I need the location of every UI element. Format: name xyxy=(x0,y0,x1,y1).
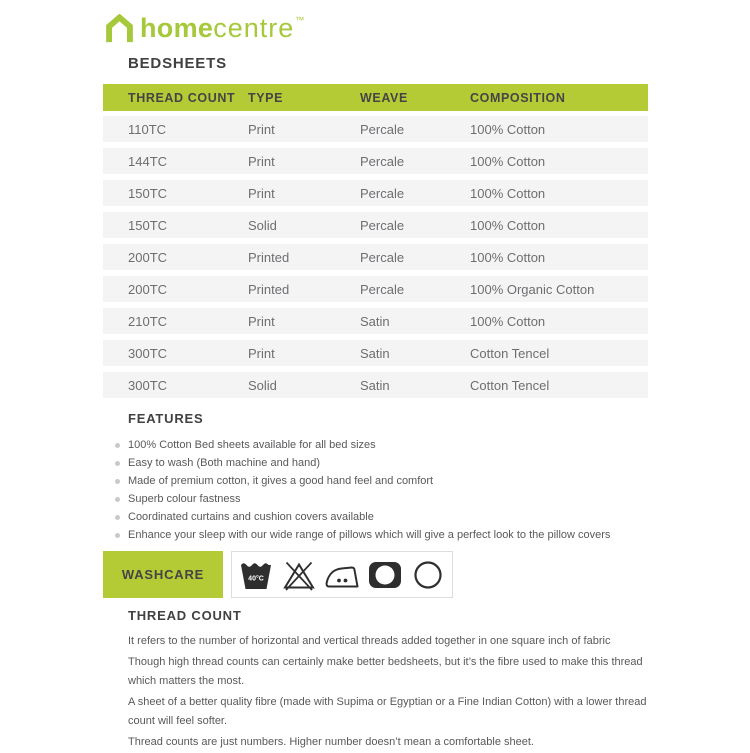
table-cell: 100% Cotton xyxy=(470,185,546,201)
table-cell: 100% Cotton xyxy=(470,121,546,137)
table-cell: 210TC xyxy=(128,313,168,329)
table-row xyxy=(103,148,648,174)
table-row xyxy=(103,180,648,206)
table-cell: 150TC xyxy=(128,185,168,201)
brand-name-light: centre xyxy=(213,13,295,43)
table-row xyxy=(103,276,648,302)
table-cell: Solid xyxy=(248,217,277,233)
bullet-icon xyxy=(115,443,120,448)
brand-name-bold: home xyxy=(140,13,214,43)
table-row xyxy=(103,244,648,270)
feature-item xyxy=(103,526,683,544)
table-cell: 100% Cotton xyxy=(470,217,546,233)
bullet-icon xyxy=(115,515,120,520)
threadcount-section xyxy=(128,608,668,753)
washcare-icons-box xyxy=(231,551,453,598)
table-cell: Satin xyxy=(360,377,390,393)
table-cell: 100% Cotton xyxy=(470,249,546,265)
feature-item xyxy=(103,454,683,472)
bullet-icon xyxy=(115,533,120,538)
threadcount-paragraph: It refers to the number of horizontal and vertical threads added together in one square inch of fabric xyxy=(128,635,611,647)
feature-item xyxy=(103,508,683,526)
table-cell: 100% Cotton xyxy=(470,313,546,329)
table-cell: Percale xyxy=(360,185,405,201)
table-cell: 150TC xyxy=(128,217,168,233)
table-cell: Satin xyxy=(360,313,390,329)
spec-table xyxy=(103,84,648,404)
table-row xyxy=(103,212,648,238)
table-cell: Printed xyxy=(248,249,290,265)
table-cell: 100% Cotton xyxy=(470,153,546,169)
wash-40c-icon xyxy=(238,557,274,593)
table-row xyxy=(103,116,648,142)
feature-text: Coordinated curtains and cushion covers available xyxy=(128,511,374,523)
page-title: BEDSHEETS xyxy=(128,55,227,72)
table-row xyxy=(103,308,648,334)
threadcount-heading: THREAD COUNT xyxy=(128,608,242,623)
features-heading: FEATURES xyxy=(128,411,204,426)
table-cell: 300TC xyxy=(128,377,168,393)
threadcount-paragraph: A sheet of a better quality fibre (made with Supima or Egyptian or a Fine Indian Cotton) with a lower thread count will feel softer. xyxy=(128,695,647,727)
header-cell-composition: COMPOSITION xyxy=(470,90,566,105)
features-list xyxy=(103,436,683,544)
table-cell: Solid xyxy=(248,377,277,393)
feature-text: 100% Cotton Bed sheets available for all bed sizes xyxy=(128,439,376,451)
feature-item xyxy=(103,490,683,508)
table-cell: Percale xyxy=(360,153,405,169)
do-not-bleach-icon xyxy=(281,557,317,593)
bullet-icon xyxy=(115,461,120,466)
feature-text: Enhance your sleep with our wide range of pillows which will give a perfect look to the pillow covers xyxy=(128,529,611,541)
table-cell: 110TC xyxy=(128,121,167,137)
header-cell-weave: WEAVE xyxy=(360,90,408,105)
table-cell: Percale xyxy=(360,281,405,297)
iron-two-dots-icon xyxy=(324,557,360,593)
table-cell: 200TC xyxy=(128,281,168,297)
table-cell: Percale xyxy=(360,249,405,265)
feature-text: Made of premium cotton, it gives a good hand feel and comfort xyxy=(128,475,434,487)
feature-text: Easy to wash (Both machine and hand) xyxy=(128,457,321,469)
feature-item xyxy=(103,472,683,490)
table-cell: Cotton Tencel xyxy=(470,345,550,361)
table-cell: Print xyxy=(248,313,275,329)
table-cell: Print xyxy=(248,121,275,137)
table-header-row xyxy=(103,84,648,111)
washcare-label: WASHCARE xyxy=(103,551,223,598)
features-section xyxy=(103,411,683,544)
header-cell-type: TYPE xyxy=(248,90,284,105)
homecentre-logo xyxy=(104,13,304,44)
bullet-icon xyxy=(115,497,120,502)
tumble-dry-icon xyxy=(367,557,403,593)
table-cell: Satin xyxy=(360,345,390,361)
dry-clean-circle-icon xyxy=(410,557,446,593)
table-cell: Print xyxy=(248,185,275,201)
svg-text:40°C: 40°C xyxy=(248,575,264,582)
table-cell: Cotton Tencel xyxy=(470,377,550,393)
trademark-symbol: ™ xyxy=(295,14,305,25)
table-cell: Percale xyxy=(360,217,405,233)
header-cell-thread-count: THREAD COUNT xyxy=(128,90,236,105)
table-cell: Percale xyxy=(360,121,405,137)
table-cell: Print xyxy=(248,153,275,169)
feature-item xyxy=(103,436,683,454)
table-cell: 200TC xyxy=(128,249,168,265)
threadcount-paragraph: Though high thread counts can certainly make better bedsheets, but it’s the fibre used to make this thread which matters the most. xyxy=(128,655,643,687)
house-icon xyxy=(104,14,135,43)
washcare-section xyxy=(103,551,453,598)
bullet-icon xyxy=(115,479,120,484)
feature-text: Superb colour fastness xyxy=(128,493,241,505)
table-cell: 100% Organic Cotton xyxy=(470,281,595,297)
table-cell: Printed xyxy=(248,281,290,297)
table-cell: 300TC xyxy=(128,345,168,361)
table-body xyxy=(103,116,648,398)
threadcount-paragraph: Thread counts are just numbers. Higher number doesn’t mean a comfortable sheet. xyxy=(128,735,534,748)
table-row xyxy=(103,340,648,366)
table-row xyxy=(103,372,648,398)
table-cell: 144TC xyxy=(128,153,168,169)
table-cell: Print xyxy=(248,345,275,361)
